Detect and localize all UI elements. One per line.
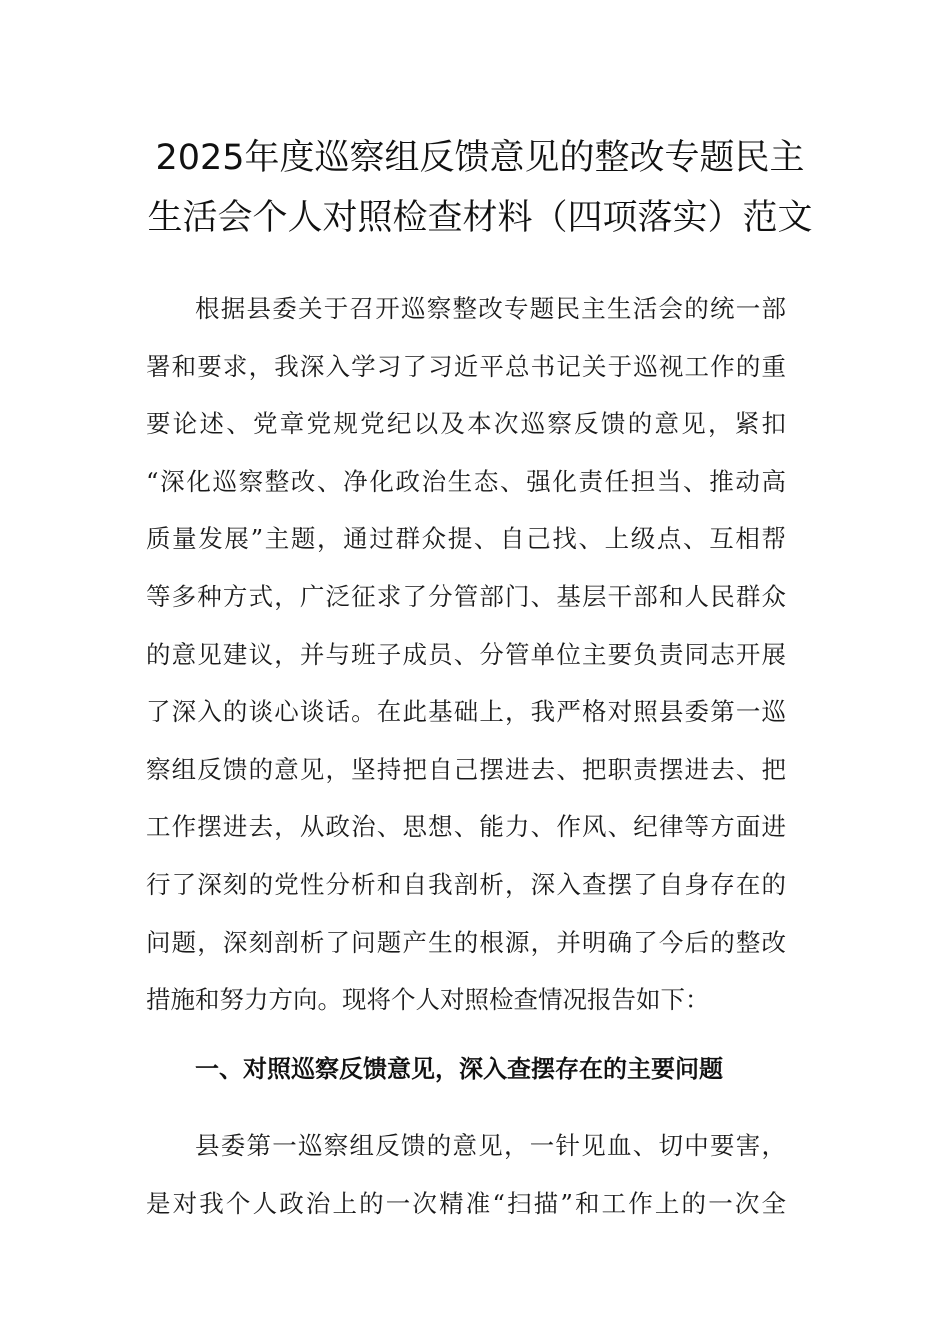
paragraph-line: 察组反馈的意见，坚持把自己摆进去、把职责摆进去、把 (146, 754, 786, 784)
document-title (140, 128, 820, 248)
paragraph-line: 县委第一巡察组反馈的意见，一针见血、切中要害， (195, 1131, 786, 1160)
paragraph-line: 了深入的谈心谈话。在此基础上，我严格对照县委第一巡 (146, 697, 786, 727)
paragraph-line: 的意见建议，并与班子成员、分管单位主要负责同志开展 (146, 639, 786, 669)
section-heading: 一、对照巡察反馈意见，深入查摆存在的主要问题 (195, 1055, 723, 1083)
paragraph-line: 问题，深刻剖析了问题产生的根源，并明确了今后的整改 (146, 927, 786, 957)
paragraph-line: 质量发展”主题，通过群众提、自己找、上级点、互相帮 (146, 524, 786, 554)
section-paragraph (146, 1117, 786, 1232)
paragraph-line: 行了深刻的党性分析和自我剖析，深入查摆了自身存在的 (146, 869, 786, 899)
title-line-2: 生活会个人对照检查材料（四项落实）范文 (147, 198, 813, 238)
title-line-1: 2025年度巡察组反馈意见的整改专题民主 (155, 138, 805, 178)
paragraph-line: 工作摆进去，从政治、思想、能力、作风、纪律等方面进 (146, 812, 786, 842)
paragraph-line: 措施和努力方向。现将个人对照检查情况报告如下： (146, 985, 710, 1015)
paragraph-line: 等多种方式，广泛征求了分管部门、基层干部和人民群众 (146, 581, 786, 611)
paragraph-line: 根据县委关于召开巡察整改专题民主生活会的统一部 (195, 294, 786, 323)
paragraph-line: “深化巡察整改、净化政治生态、强化责任担当、推动高 (146, 466, 786, 496)
paragraph-line: 要论述、党章党规党纪以及本次巡察反馈的意见，紧扣 (146, 409, 786, 439)
paragraph-line: 署和要求，我深入学习了习近平总书记关于巡视工作的重 (146, 351, 786, 381)
intro-paragraph (146, 280, 786, 1029)
paragraph-line: 是对我个人政治上的一次精准“扫描”和工作上的一次全 (146, 1188, 786, 1218)
